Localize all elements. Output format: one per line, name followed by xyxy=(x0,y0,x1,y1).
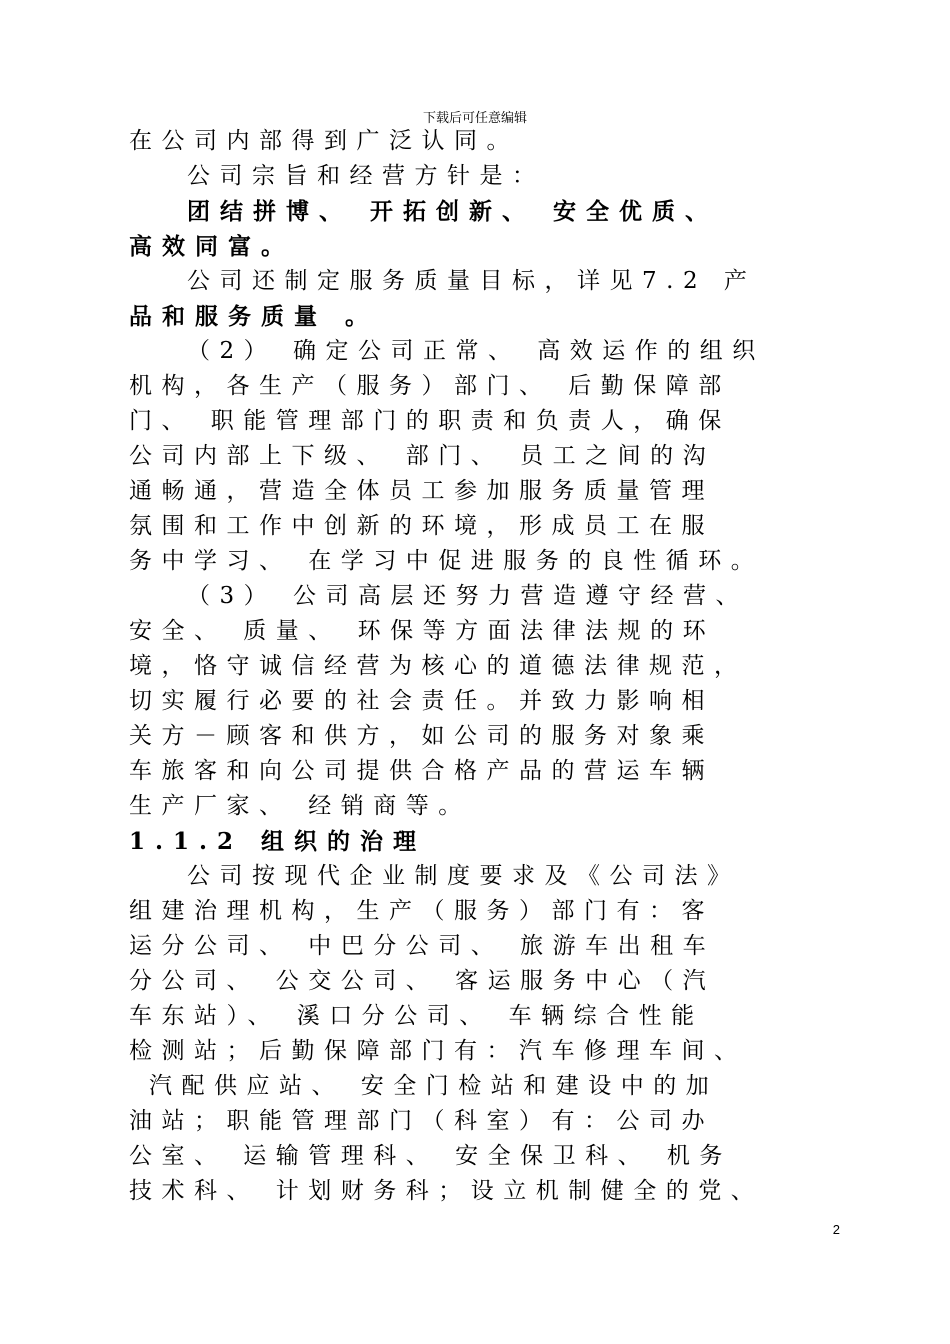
text-line: 团结拼博、 开拓创新、 安全优质、 xyxy=(187,198,719,225)
text-line: 车东站）、 溪口分公司、 车辆综合性能 xyxy=(129,1003,704,1029)
page-header: 下载后可任意编辑 xyxy=(422,111,527,126)
text-line: 1.1.2 组织的治理 xyxy=(129,828,427,855)
text-line: （2） 确定公司正常、 高效运作的组织 xyxy=(187,338,765,364)
text-line: 车旅客和向公司提供合格产品的营运车辆 xyxy=(129,758,714,784)
text-line: 在公司内部得到广泛认同。 xyxy=(129,128,519,154)
text-line: 检测站；后勤保障部门有：汽车修理车间、 xyxy=(129,1038,747,1064)
text-line: 氛围和工作中创新的环境，形成员工在服 xyxy=(129,513,714,539)
text-line: 通畅通，营造全体员工参加服务质量管理 xyxy=(129,478,714,504)
text-line: 公司按现代企业制度要求及《公司法》 xyxy=(187,863,740,889)
text-line: 运分公司、 中巴分公司、 旅游车出租车 xyxy=(129,933,716,959)
text-line: 公室、 运输管理科、 安全保卫科、 机务 xyxy=(129,1143,732,1169)
text-line: 安全、 质量、 环保等方面法律法规的环 xyxy=(129,618,716,644)
text-line: 组建治理机构，生产（服务）部门有：客 xyxy=(129,898,714,924)
text-line: 公司内部上下级、 部门、 员工之间的沟 xyxy=(129,443,716,469)
text-line: 务中学习、 在学习中促进服务的良性循环。 xyxy=(129,548,764,574)
text-line: （3） 公司高层还努力营造遵守经营、 xyxy=(187,583,748,609)
text-line: 技术科、 计划财务科；设立机制健全的党、 xyxy=(129,1178,764,1204)
text-line: 生产厂家、 经销商等。 xyxy=(129,793,471,819)
text-line: 境，恪守诚信经营为核心的道德法律规范， xyxy=(129,653,747,679)
text-line: 汽配供应站、 安全门检站和建设中的加 xyxy=(149,1073,719,1099)
text-line: 公司宗旨和经营方针是： xyxy=(187,163,545,189)
page-number: 2 xyxy=(832,1222,840,1237)
text-line: 分公司、 公交公司、 客运服务中心（汽 xyxy=(129,968,716,994)
text-line: 门、 职能管理部门的职责和负责人，确保 xyxy=(129,408,731,434)
text-line: 切实履行必要的社会责任。并致力影响相 xyxy=(129,688,714,714)
text-line: 油站；职能管理部门（科室）有：公司办 xyxy=(129,1108,714,1134)
text-line: 品和服务质量 。 xyxy=(129,303,379,330)
text-line: 机构，各生产（服务）部门、 后勤保障部 xyxy=(129,373,731,399)
text-line: 高效同富。 xyxy=(129,233,294,260)
text-line: 关方－顾客和供方，如公司的服务对象乘 xyxy=(129,723,714,749)
text-line: 公司还制定服务质量目标，详见7.2 产 xyxy=(187,268,757,294)
